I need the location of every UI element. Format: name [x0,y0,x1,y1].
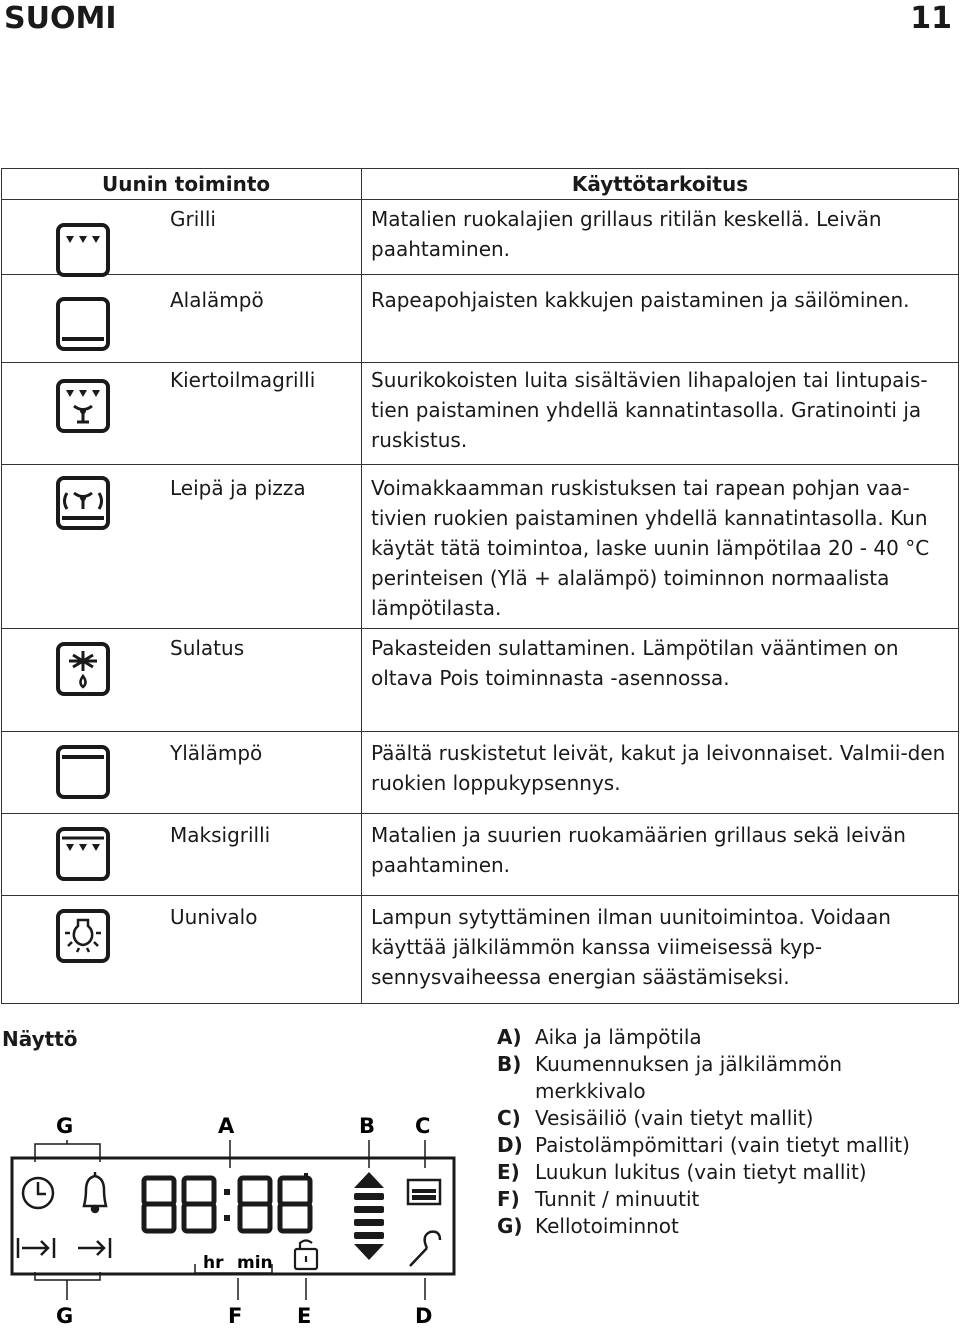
label-e-bottom: E [297,1304,312,1328]
page-number: 11 [910,1,952,36]
start-time-icon [18,1238,54,1258]
usage-cell: Suurikokoisten luita sisältävien lihapalojen tai lintupais-tien paistaminen yhdellä kannatintasolla. Gratinointi ja ruskistus. [362,363,959,465]
display-legend [497,1024,937,1240]
function-cell [2,275,362,363]
function-name: Uunivalo [170,905,258,929]
table-row [2,629,959,732]
turbo-grill-icon [53,376,113,436]
function-cell [2,200,362,275]
usage-cell: Päältä ruskistetut leivät, kakut ja leivonnaiset. Valmii-den ruokien loppukypsennys. [362,732,959,814]
bottom-heat-icon [53,294,113,354]
label-d-bottom: D [415,1304,433,1328]
label-b-top: B [359,1114,376,1138]
oven-functions-table [1,168,959,1004]
function-cell [2,896,362,1004]
table-row [2,732,959,814]
label-f-bottom: F [228,1304,243,1328]
usage-cell: Voimakkaamman ruskistuksen tai rapean pohjan vaa-tivien ruokien paistaminen yhdellä kannatintasolla. Kun käytät tätä toimintoa, laske uunin lämpötilaa 20 - 40 °C perinteisen (Ylä + alalämpö) toiminnon normaalista lämpötilasta. [362,465,959,629]
max-grill-icon [53,824,113,884]
col-function-header: Uunin toiminto [2,169,362,200]
legend-item: G) Kellotoiminnot [497,1214,679,1238]
legend-item: F) Tunnit / minuutit [497,1187,700,1211]
function-cell [2,732,362,814]
label-c-top: C [415,1114,431,1138]
legend-item: B) Kuumennuksen ja jälkilämmön merkkivalo [497,1052,842,1103]
legend-item: D) Paistolämpömittari (vain tietyt mallit) [497,1133,910,1157]
function-name: Sulatus [170,636,245,660]
table-header-row [2,169,959,200]
display-diagram [0,1100,470,1329]
end-time-icon [78,1238,110,1258]
label-g-top: G [56,1114,74,1138]
defrost-icon [53,639,113,699]
clock-icon [23,1178,53,1208]
legend-item: E) Luukun lukitus (vain tietyt mallit) [497,1160,867,1184]
function-cell [2,629,362,732]
top-heat-icon [53,742,113,802]
function-name: Kiertoilmagrilli [170,368,316,392]
function-name: Alalämpö [170,288,264,312]
function-cell [2,363,362,465]
legend-item: A) Aika ja lämpötila [497,1025,702,1049]
table-row [2,200,959,275]
colon-dot-bottom [224,1215,230,1221]
display-section-title: Näyttö [2,1027,78,1051]
time-temperature-digits [144,1178,310,1231]
bell-icon [84,1172,106,1212]
heat-indicator-icon [354,1172,384,1260]
grill-icon [53,220,113,280]
label-a-top: A [218,1114,235,1138]
table-row [2,465,959,629]
door-lock-icon [295,1241,317,1270]
function-cell [2,814,362,896]
function-cell [2,465,362,629]
function-name: Grilli [170,207,216,231]
table-row [2,363,959,465]
table-row [2,896,959,1004]
usage-cell: Rapeapohjaisten kakkujen paistaminen ja säilöminen. [362,275,959,363]
language-label: SUOMI [4,1,117,36]
lamp-icon [53,906,113,966]
usage-cell: Matalien ruokalajien grillaus ritilän keskellä. Leivän paahtaminen. [362,200,959,275]
legend-item: C) Vesisäiliö (vain tietyt mallit) [497,1106,814,1130]
colon-dot-top [224,1189,230,1195]
min-label: min [237,1253,273,1273]
function-name: Ylälämpö [170,741,263,765]
degree-dot [304,1173,308,1177]
table-row [2,275,959,363]
display-frame [12,1158,454,1274]
label-g-bottom: G [56,1304,74,1328]
page-header [0,0,960,40]
meat-probe-icon [410,1232,440,1266]
function-name: Maksigrilli [170,823,271,847]
function-name: Leipä ja pizza [170,476,306,500]
usage-cell: Matalien ja suurien ruokamäärien grillaus sekä leivän paahtaminen. [362,814,959,896]
col-usage-header: Käyttötarkoitus [362,169,959,200]
water-tank-icon [408,1180,440,1204]
usage-cell: Lampun sytyttäminen ilman uunitoimintoa. Voidaan käyttää jälkilämmön kanssa viimeisessä kyp-sennysvaiheessa energian säästämiseksi. [362,896,959,1004]
pizza-icon [53,473,113,533]
table-row [2,814,959,896]
hr-label: hr [203,1253,224,1273]
usage-cell: Pakasteiden sulattaminen. Lämpötilan vääntimen on oltava Pois toiminnasta -asennossa. [362,629,959,732]
